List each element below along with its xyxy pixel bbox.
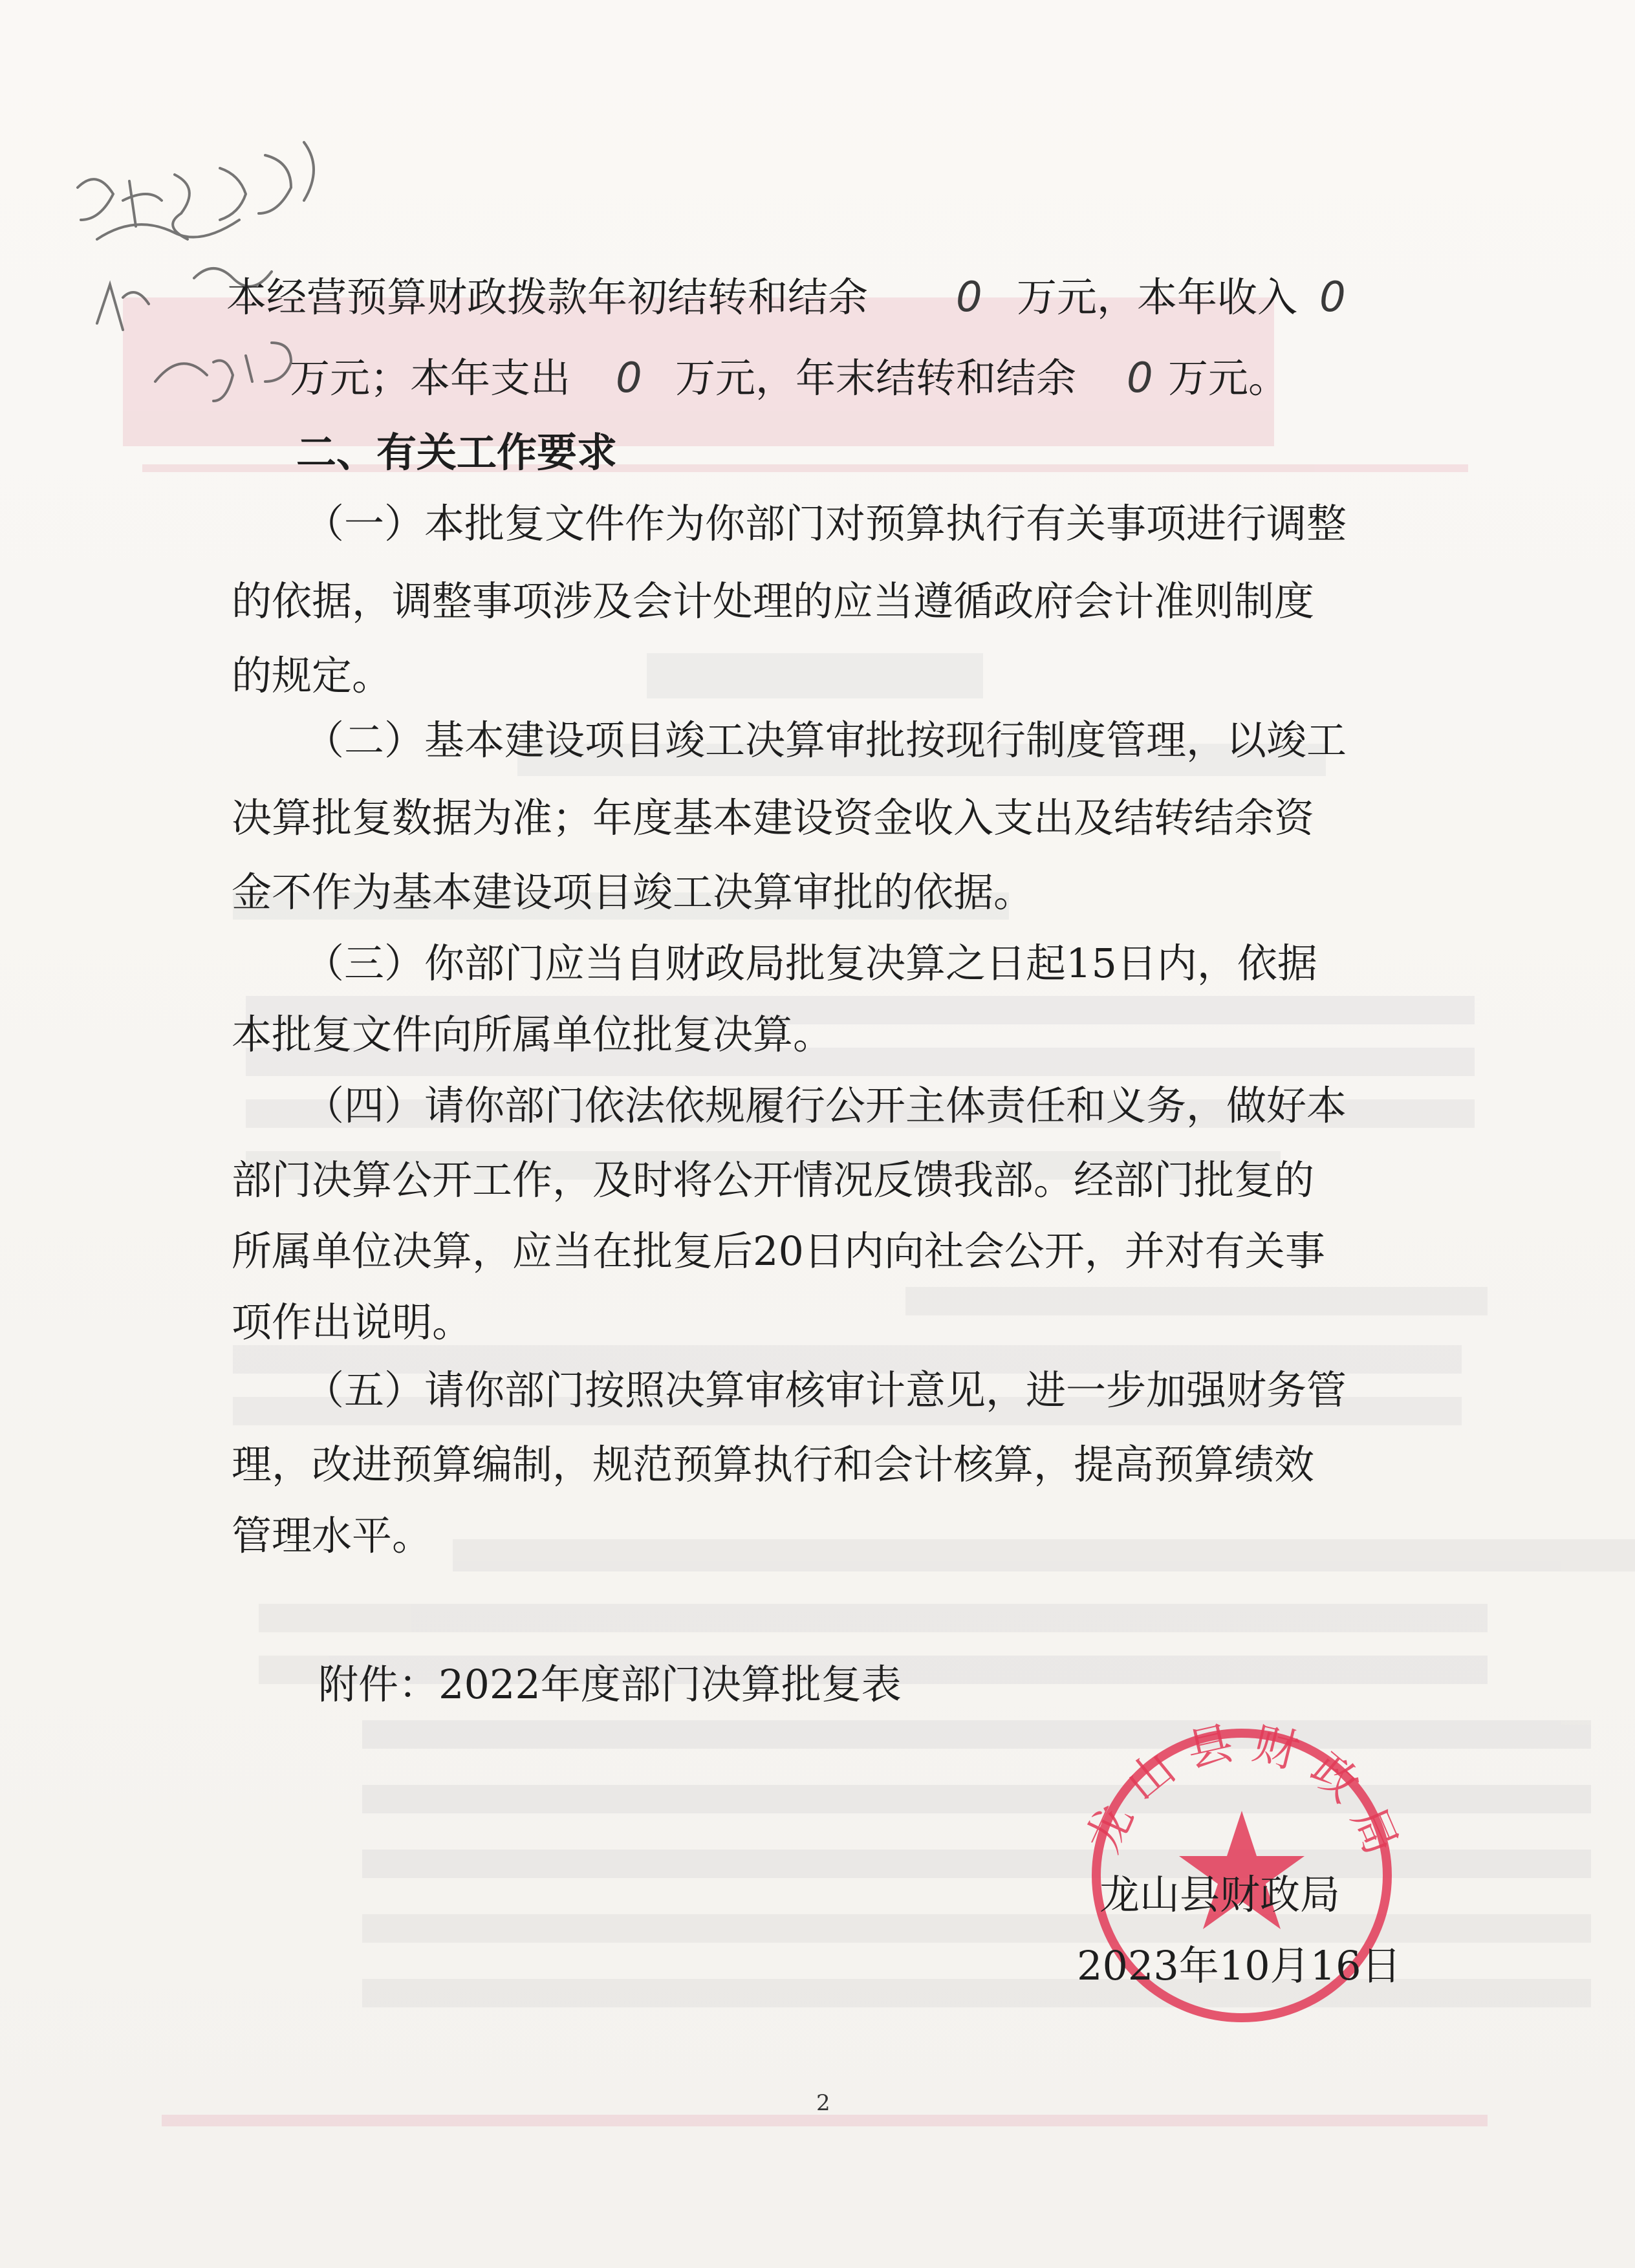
handwritten-value: 0 (616, 354, 642, 402)
issuer-name: 龙山县财政局 (1099, 1871, 1341, 1918)
item-2-line-3: 金不作为基本建设项目竣工决算审批的依据。 (232, 869, 1034, 916)
text-segment: 万元；本年支出 (290, 354, 571, 402)
item-3-line-2: 本批复文件向所属单位批复决算。 (232, 1011, 834, 1058)
section-title: 二、有关工作要求 (296, 429, 618, 476)
issue-date: 2023年10月16日 (1077, 1942, 1402, 1989)
item-5-line-1: （五）请你部门按照决算审核审计意见，进一步加强财务管 (304, 1366, 1347, 1414)
svg-text:龙 山 县 财 政 局: 龙 山 县 财 政 局 (1076, 1716, 1409, 1863)
item-2-line-2: 决算批复数据为准；年度基本建设资金收入支出及结转结余资 (232, 794, 1315, 841)
text-segment: 万元。 (1168, 354, 1289, 402)
text-segment: 万元，年末结转和结余 (675, 354, 1077, 402)
handwritten-value: 0 (1127, 354, 1153, 402)
page-number: 2 (816, 2090, 830, 2116)
item-1-line-2: 的依据，调整事项涉及会计处理的应当遵循政府会计准则制度 (232, 578, 1315, 625)
item-1-line-1: （一）本批复文件作为你部门对预算执行有关事项进行调整 (304, 500, 1347, 547)
text-segment: 万元，本年收入 (1017, 274, 1298, 321)
item-4-line-2: 部门决算公开工作，及时将公开情况反馈我部。经部门批复的 (232, 1156, 1315, 1204)
item-4-line-1: （四）请你部门依法依规履行公开主体责任和义务，做好本 (304, 1082, 1347, 1129)
item-5-line-3: 管理水平。 (232, 1512, 433, 1559)
handwritten-value: 0 (956, 274, 982, 321)
item-4-line-3: 所属单位决算，应当在批复后20日内向社会公开，并对有关事 (232, 1227, 1325, 1275)
text-segment: 本经营预算财政拨款年初结转和结余 (226, 274, 869, 321)
attachment-label: 附件：2022年度部门决算批复表 (318, 1661, 902, 1708)
item-2-line-1: （二）基本建设项目竣工决算审批按现行制度管理，以竣工 (304, 717, 1347, 764)
item-4-line-4: 项作出说明。 (232, 1299, 473, 1346)
item-3-line-1: （三）你部门应当自财政局批复决算之日起15日内，依据 (304, 940, 1317, 987)
item-5-line-2: 理，改进预算编制，规范预算执行和会计核算，提高预算绩效 (232, 1441, 1315, 1488)
handwritten-value: 0 (1319, 274, 1346, 321)
item-1-line-3: 的规定。 (232, 652, 393, 699)
